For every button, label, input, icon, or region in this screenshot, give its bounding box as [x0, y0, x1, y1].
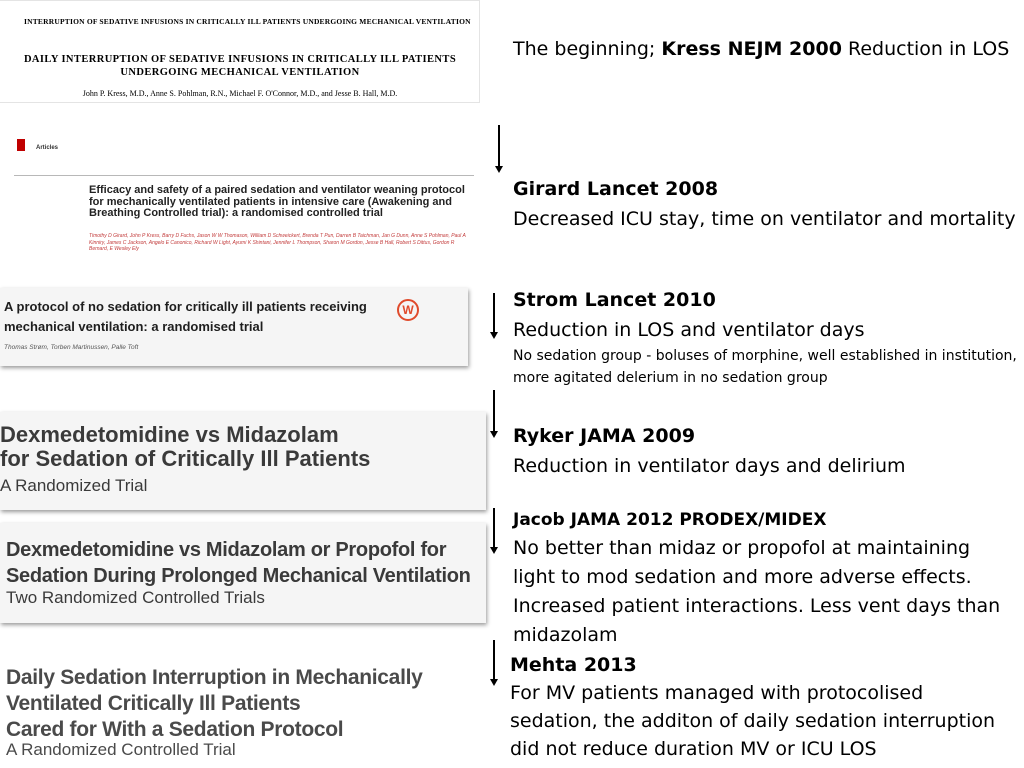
note-strom — [513, 285, 1018, 389]
jakob-subtitle: Two Randomized Controlled Trials — [6, 588, 265, 607]
note-jacob-heading: Jacob JAMA 2012 PRODEX/MIDEX — [513, 510, 827, 530]
girard-authors: Timothy D Girard, John P Kress, Barry D Fuchs, Jason W W Thomason, William D Schweickert, Brenda T Pun, Darren B Taichman, Jan G Dunn, Anne S Pohlman, Paul A Kinniry, James C Jackson, Angelo E Canonico, Richard W Light, Ayumi K Shintani, Jennifer L Thompson, Sharon M Gordon, Jesse B Hall, Robert S Dittus, Gordon R Bernard, E Wesley Ely — [89, 233, 466, 252]
down-arrow-icon — [493, 125, 505, 173]
note-girard-text: Decreased ICU stay, time on ventilator and mortality — [513, 208, 1016, 230]
riker-subtitle: A Randomized Trial — [0, 476, 148, 495]
riker-article-snippet — [0, 412, 486, 510]
jakob-article-snippet — [0, 523, 486, 623]
note-jacob-text: No better than midaz or propofol at maintaining light to mod sedation and more adverse effects. Increased patient interactions. Less vent days than midazolam — [513, 537, 1001, 646]
note-strom-text: Reduction in LOS and ventilator days — [513, 319, 865, 341]
mehta-subtitle: A Randomized Controlled Trial — [6, 740, 236, 759]
note-strom-detail: No sedation group - boluses of morphine, well established in institution, more agitated delerium in no sedation group — [513, 348, 1017, 386]
mehta-title-line2: Ventilated Critically Ill Patients — [6, 692, 301, 715]
kress-running-head: INTERRUPTION OF SEDATIVE INFUSIONS IN CRITICALLY ILL PATIENTS UNDERGOING MECHANICAL VENTILATION — [24, 17, 471, 26]
strom-authors: Thomas Strøm, Torben Martinussen, Palle Toft — [4, 344, 139, 351]
note-girard-heading: Girard Lancet 2008 — [513, 178, 719, 200]
note-mehta-heading: Mehta 2013 — [510, 654, 637, 676]
note-ryker — [513, 421, 1018, 481]
note-jacob — [513, 506, 1018, 650]
note-kress-prefix: The beginning; — [513, 38, 662, 60]
jakob-title-line2: Sedation During Prolonged Mechanical Ventilation — [6, 565, 471, 587]
mehta-article-snippet — [0, 658, 486, 768]
note-mehta-text: For MV patients managed with protocolised sedation, the additon of daily sedation interruption did not reduce duration MV or ICU LOS — [510, 682, 996, 760]
strom-article-snippet — [0, 288, 468, 366]
down-arrow-icon — [488, 390, 500, 438]
jakob-title — [6, 537, 471, 589]
mehta-title-line1: Daily Sedation Interruption in Mechanically — [6, 666, 423, 689]
down-arrow-icon — [488, 508, 500, 554]
note-kress-heading: Kress NEJM 2000 — [661, 38, 842, 60]
note-girard — [513, 174, 1018, 234]
note-kress — [513, 34, 1018, 64]
strom-title: A protocol of no sedation for critically ill patients receiving mechanical ventilation: a randomised trial — [4, 299, 367, 334]
riker-title — [0, 423, 370, 471]
girard-divider — [14, 175, 474, 176]
lancet-w-logo-icon: W — [397, 299, 419, 321]
lancet-red-square-icon — [17, 139, 25, 151]
kress-authors: John P. Kress, M.D., Anne S. Pohlman, R.N., Michael F. O'Connor, M.D., and Jesse B. Hall, M.D. — [82, 89, 398, 98]
riker-title-line2: for Sedation of Critically Ill Patients — [0, 446, 371, 471]
mehta-title — [6, 665, 423, 743]
mehta-title-line3: Cared for With a Sedation Protocol — [6, 718, 344, 741]
note-ryker-heading: Ryker JAMA 2009 — [513, 425, 696, 447]
girard-section-label: Articles — [36, 145, 59, 151]
girard-article-snippet — [0, 118, 478, 268]
note-ryker-text: Reduction in ventilator days and delirium — [513, 455, 906, 477]
jakob-title-line1: Dexmedetomidine vs Midazolam or Propofol for — [6, 539, 447, 561]
down-arrow-icon — [488, 293, 500, 339]
note-mehta — [510, 651, 1015, 763]
girard-title: Efficacy and safety of a paired sedation and ventilator weaning protocol for mechanically ventilated patients in intensive care (Awakening and Breathing Controlled trial): a randomised controlled trial — [89, 184, 465, 219]
down-arrow-icon — [488, 640, 500, 686]
riker-title-line1: Dexmedetomidine vs Midazolam — [0, 422, 339, 447]
note-kress-text: Reduction in LOS — [841, 38, 1010, 60]
note-strom-heading: Strom Lancet 2010 — [513, 289, 716, 311]
kress-title-line2: UNDERGOING MECHANICAL VENTILATION — [120, 67, 360, 78]
kress-title-line1: DAILY INTERRUPTION OF SEDATIVE INFUSIONS IN CRITICALLY ILL PATIENTS — [23, 54, 457, 65]
kress-article-snippet — [0, 0, 480, 103]
